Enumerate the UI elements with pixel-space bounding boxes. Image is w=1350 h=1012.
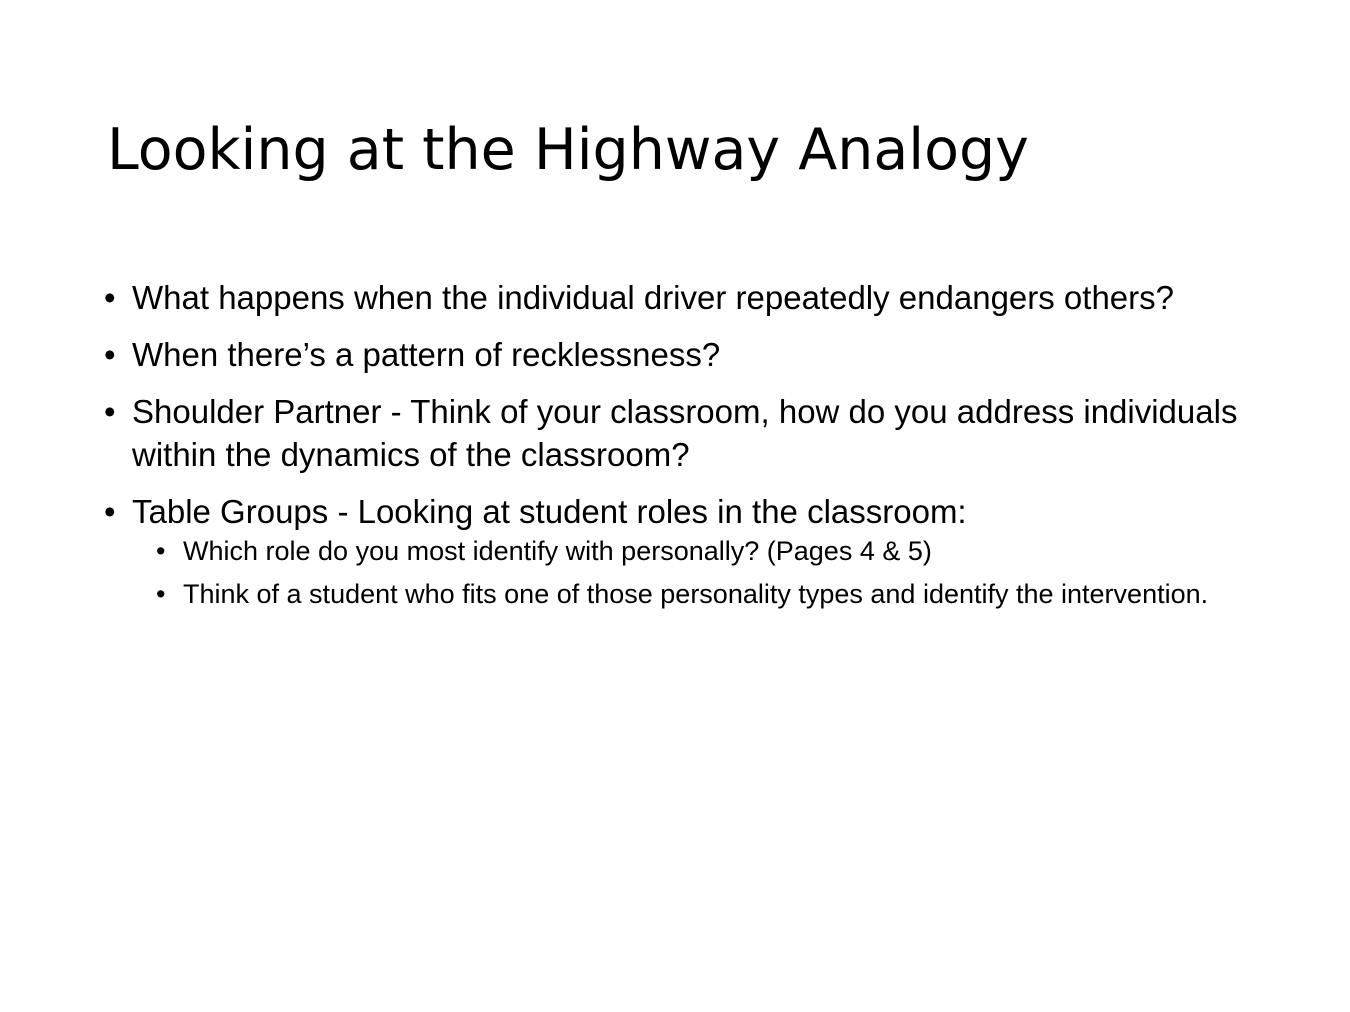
sub-bullet-list	[156, 533, 1244, 613]
bullet-item	[104, 333, 1244, 376]
bullet-item	[104, 490, 1244, 613]
bullet-text: Table Groups - Looking at student roles in the classroom:	[132, 493, 967, 530]
bullet-list	[104, 276, 1244, 613]
bullet-text: When there’s a pattern of recklessness?	[132, 336, 721, 373]
bullet-item	[104, 276, 1244, 319]
bullet-text: Shoulder Partner - Think of your classroom, how do you address individuals within the dynamics of the classroom?	[132, 393, 1238, 473]
bullet-icon: •	[104, 336, 116, 373]
sub-bullet-text: Which role do you most identify with personally? (Pages 4 & 5)	[183, 536, 932, 566]
slide-title: Looking at the Highway Analogy	[107, 117, 1029, 183]
bullet-text: What happens when the individual driver repeatedly endangers others?	[132, 279, 1174, 316]
bullet-icon: •	[104, 393, 116, 430]
slide-body	[104, 276, 1244, 619]
sub-bullet-item	[156, 576, 1244, 613]
bullet-icon: •	[104, 279, 116, 316]
sub-bullet-text: Think of a student who fits one of those personality types and identify the intervention.	[183, 579, 1209, 609]
bullet-icon: •	[104, 493, 116, 530]
bullet-item	[104, 390, 1244, 476]
bullet-icon: •	[156, 536, 166, 566]
sub-bullet-item	[156, 533, 1244, 570]
bullet-icon: •	[156, 579, 166, 609]
